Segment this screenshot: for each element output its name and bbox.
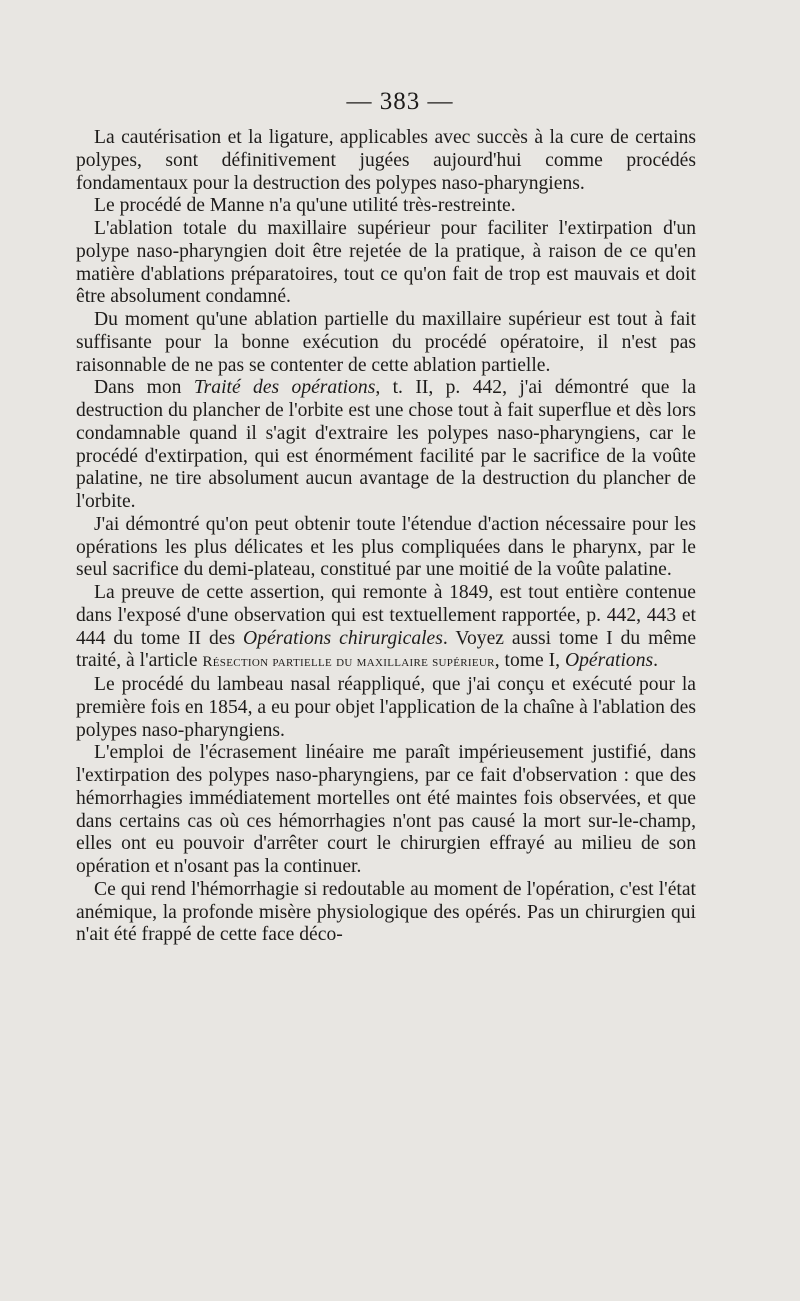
- page-number: — 383 —: [346, 88, 454, 115]
- text-segment: Le procédé de Manne n'a qu'une utilité très-restreinte.: [94, 195, 516, 217]
- text-segment: Ce qui rend l'hémorrhagie si redoutable au moment de l'opération, c'est l'état anémique, la profonde misère physiologique des opérés. Pas un chirurgien qui n'ait été frappé de cette face déco-: [76, 878, 696, 946]
- paragraph: [76, 742, 696, 879]
- text-segment: La cautérisation et la ligature, applicables avec succès à la cure de certains polypes, sont définitivement jugées aujourd'hui comme procédés fondamentaux pour la destruction des polypes naso-pharyngiens.: [76, 127, 696, 194]
- text-segment: . Voyez aussi tome I du même traité, à l'article: [76, 627, 697, 672]
- text-segment: Le procédé du lambeau nasal réappliqué, que j'ai conçu et exécuté pour la première fois en 1854, a eu pour objet l'application de la chaîne à l'ablation des polypes naso-pharyngiens.: [76, 674, 696, 741]
- italic-text: Opérations chirurgicales: [243, 627, 443, 649]
- paragraph: [76, 582, 696, 674]
- paragraph: [76, 218, 696, 309]
- paragraph: [76, 514, 696, 582]
- paragraph: [76, 127, 696, 195]
- paragraph: [76, 674, 696, 742]
- body-text: [76, 127, 696, 947]
- text-segment: .: [653, 650, 659, 672]
- text-segment: Du moment qu'une ablation partielle du maxillaire supérieur est tout à fait suffisante pour la bonne exécution du procédé opératoire, il n'est pas raisonnable de ne pas se contenter de cette ablation partielle.: [76, 309, 696, 376]
- italic-text: Traité des opérations: [193, 377, 376, 399]
- text-segment: Dans mon: [94, 377, 194, 399]
- text-segment: La preuve de cette assertion, qui remonte à 1849, est tout entière contenue dans l'exposé d'une observation qui est textuellement rapportée, p. 442, 443 et 444 du tome II des: [76, 582, 696, 649]
- text-segment: L'emploi de l'écrasement linéaire me paraît impérieusement justifié, dans l'extirpation des polypes naso-pharyngiens, par ce fait d'observation : que des hémorrhagies immédiatement mortelles ont été maintes fois observées, et que dans certains cas où ces hémorrhagies n'ont pas causé la mort sur-le-champ, elles ont eu pouvoir d'arrêter court le chirurgien effrayé au milieu de son opération et n'osant pas la continuer.: [76, 742, 696, 877]
- paragraph: [76, 195, 696, 218]
- small-caps-text: Résection partielle du maxillaire supérieur: [202, 654, 495, 671]
- paragraph: [76, 309, 696, 377]
- text-segment: , tome I,: [494, 650, 565, 672]
- italic-text: Opérations: [564, 650, 654, 672]
- text-segment: L'ablation totale du maxillaire supérieur pour faciliter l'extirpation d'un polype naso-pharyngien doit être rejetée de la pratique, à raison de ce qu'en matière d'ablations préparatoires, tout ce qu'on fait de trop est mauvais et doit être absolument condamné.: [76, 218, 696, 308]
- paragraph: [76, 377, 696, 514]
- text-segment: J'ai démontré qu'on peut obtenir toute l'étendue d'action nécessaire pour les opérations les plus délicates et les plus compliquées dans le pharynx, par le seul sacrifice du demi-plateau, constitué par une moitié de la voûte palatine.: [76, 513, 696, 581]
- paragraph: [76, 879, 696, 947]
- text-segment: , t. II, p. 442, j'ai démontré que la destruction du plancher de l'orbite est une chose tout à fait superflue et dès lors condamnable quand il s'agit d'extraire les polypes naso-pharyngiens, car le procédé d'extirpation, qui est énormément facilité par le sacrifice de la voûte palatine, ne tire absolument aucun avantage de la destruction du plancher de l'orbite.: [76, 377, 696, 512]
